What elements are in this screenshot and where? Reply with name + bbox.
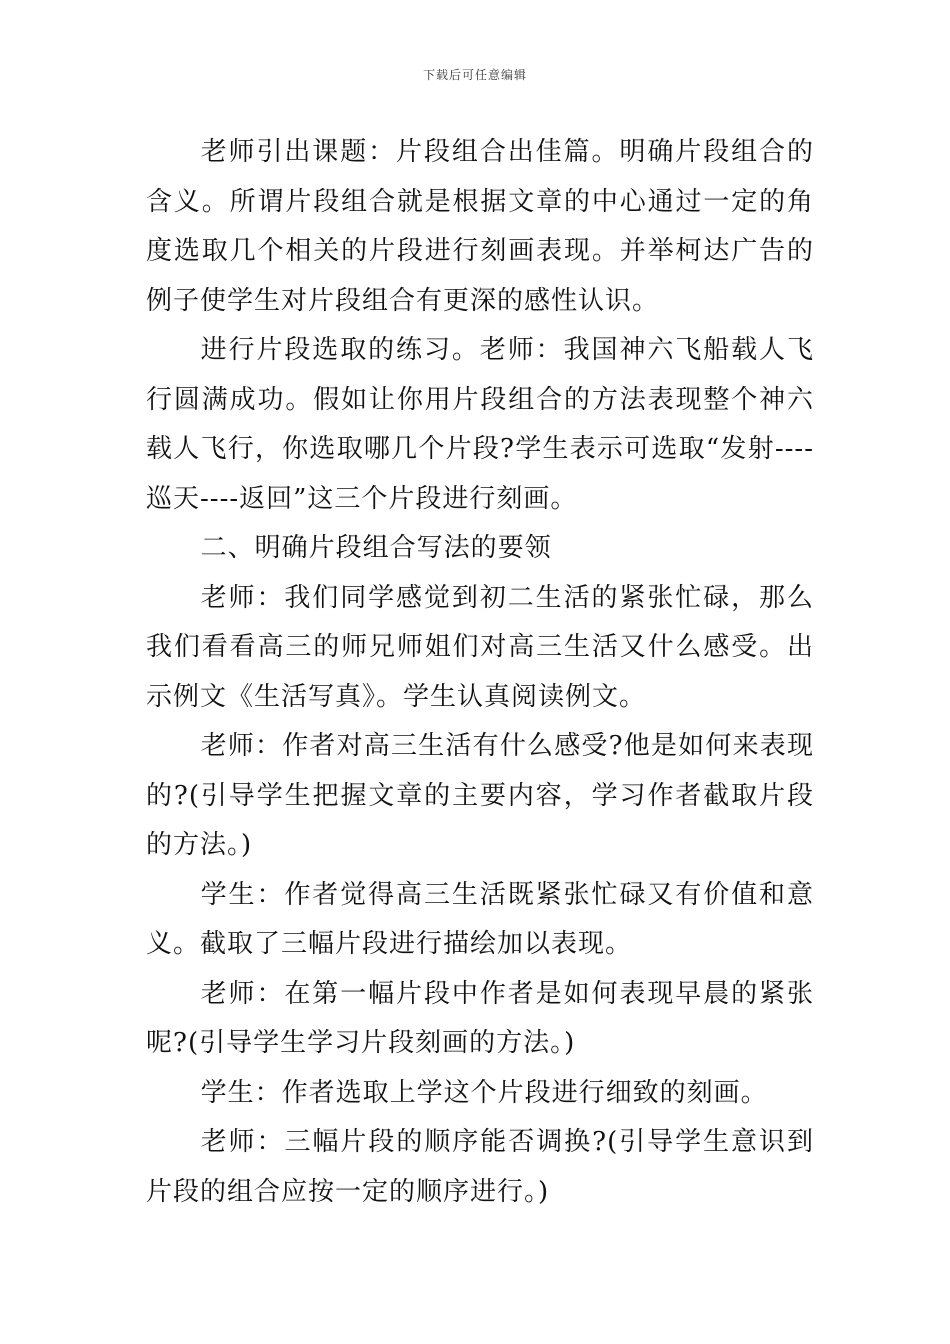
- paragraph-student-answer-1: 学生：作者觉得高三生活既紧张忙碌又有价值和意义。截取了三幅片段进行描绘加以表现。: [146, 879, 814, 959]
- section-heading-2: 二、明确片段组合写法的要领: [200, 533, 552, 563]
- document-body: [146, 128, 814, 1217]
- paragraph-teacher-question-2: 老师：在第一幅片段中作者是如何表现早晨的紧张呢?(引导学生学习片段刻画的方法。): [146, 978, 814, 1058]
- paragraph-selection-practice: 进行片段选取的练习。老师：我国神六飞船载人飞行圆满成功。假如让你用片段组合的方法表现整个神六载人飞行，你选取哪几个片段?学生表示可选取“发射----巡天----返回”这三个片段进行刻画。: [146, 335, 814, 514]
- paragraph-student-answer-2: 学生：作者选取上学这个片段进行细致的刻画。: [200, 1077, 768, 1108]
- paragraph-teacher-question-3: 老师：三幅片段的顺序能否调换?(引导学生意识到片段的组合应按一定的顺序进行。): [146, 1127, 814, 1207]
- paragraph-intro-topic: 老师引出课题：片段组合出佳篇。明确片段组合的含义。所谓片段组合就是根据文章的中心通过一定的角度选取几个相关的片段进行刻画表现。并举柯达广告的例子使学生对片段组合有更深的感性认识。: [146, 137, 814, 316]
- paragraph-teacher-question-1: 老师：作者对高三生活有什么感受?他是如何来表现的?(引导学生把握文章的主要内容，学习作者截取片段的方法。): [146, 731, 814, 860]
- paragraph-example-essay: 老师：我们同学感觉到初二生活的紧张忙碌，那么我们看看高三的师兄师姐们对高三生活又什么感受。出示例文《生活写真》。学生认真阅读例文。: [146, 582, 814, 712]
- page-header: 下载后可任意编辑: [422, 68, 527, 82]
